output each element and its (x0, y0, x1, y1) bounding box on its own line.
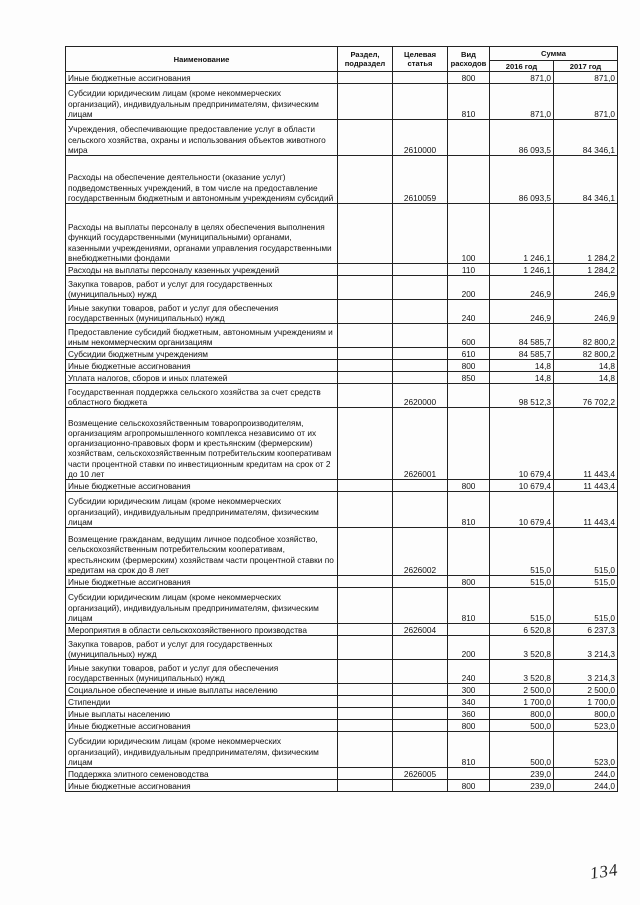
row-target (393, 576, 448, 588)
row-section (338, 300, 393, 324)
row-sum-2017: 515,0 (554, 528, 618, 576)
row-target (393, 708, 448, 720)
row-target (393, 264, 448, 276)
row-sum-2017: 246,9 (554, 300, 618, 324)
row-section (338, 156, 393, 204)
row-name: Государственная поддержка сельского хозяйства за счет средств областного бюджета (66, 384, 338, 408)
row-name: Субсидии юридическим лицам (кроме некоммерческих организаций), индивидуальным предпринимателям, физическим лицам (66, 84, 338, 120)
row-type (448, 384, 490, 408)
row-section (338, 360, 393, 372)
row-sum-2016: 515,0 (490, 528, 554, 576)
row-sum-2016: 84 585,7 (490, 348, 554, 360)
row-type: 200 (448, 636, 490, 660)
row-sum-2017: 523,0 (554, 732, 618, 768)
row-name: Предоставление субсидий бюджетным, автономным учреждениям и иным некоммерческим организациям (66, 324, 338, 348)
table-row (66, 588, 618, 624)
row-sum-2016: 98 512,3 (490, 384, 554, 408)
row-target: 2610059 (393, 156, 448, 204)
table-row (66, 708, 618, 720)
table-row (66, 684, 618, 696)
row-section (338, 708, 393, 720)
row-name: Социальное обеспечение и иные выплаты населению (66, 684, 338, 696)
row-section (338, 480, 393, 492)
row-sum-2017: 515,0 (554, 588, 618, 624)
row-section (338, 372, 393, 384)
table-header-row (66, 47, 618, 61)
row-sum-2017: 800,0 (554, 708, 618, 720)
row-sum-2017: 246,9 (554, 276, 618, 300)
row-target (393, 480, 448, 492)
row-target (393, 492, 448, 528)
header-sum: Сумма (490, 47, 618, 61)
table-row (66, 324, 618, 348)
row-type: 800 (448, 780, 490, 792)
row-target (393, 72, 448, 84)
row-name: Иные бюджетные ассигнования (66, 360, 338, 372)
header-name: Наименование (66, 47, 338, 72)
row-sum-2016: 246,9 (490, 300, 554, 324)
table-row (66, 528, 618, 576)
row-sum-2016: 10 679,4 (490, 492, 554, 528)
row-section (338, 324, 393, 348)
row-target (393, 684, 448, 696)
table-row (66, 732, 618, 768)
table-row (66, 696, 618, 708)
row-sum-2017: 11 443,4 (554, 492, 618, 528)
row-name: Иные бюджетные ассигнования (66, 480, 338, 492)
row-name: Субсидии юридическим лицам (кроме некоммерческих организаций), индивидуальным предпринимателям, физическим лицам (66, 588, 338, 624)
row-target (393, 720, 448, 732)
row-target (393, 276, 448, 300)
row-sum-2017: 1 284,2 (554, 204, 618, 264)
row-section (338, 684, 393, 696)
table-row (66, 372, 618, 384)
row-section (338, 780, 393, 792)
row-target: 2626002 (393, 528, 448, 576)
row-sum-2017: 2 500,0 (554, 684, 618, 696)
table-row (66, 84, 618, 120)
row-section (338, 408, 393, 480)
row-type: 360 (448, 708, 490, 720)
row-target: 2626001 (393, 408, 448, 480)
row-sum-2017: 244,0 (554, 768, 618, 780)
row-target (393, 696, 448, 708)
header-2016: 2016 год (490, 61, 554, 72)
row-name: Иные бюджетные ассигнования (66, 72, 338, 84)
row-type (448, 624, 490, 636)
row-sum-2017: 523,0 (554, 720, 618, 732)
table-row (66, 624, 618, 636)
row-type (448, 768, 490, 780)
row-section (338, 636, 393, 660)
row-type (448, 120, 490, 156)
row-type (448, 156, 490, 204)
row-name: Иные бюджетные ассигнования (66, 576, 338, 588)
row-target: 2620000 (393, 384, 448, 408)
row-sum-2016: 515,0 (490, 588, 554, 624)
row-type: 800 (448, 480, 490, 492)
row-target (393, 360, 448, 372)
row-sum-2016: 86 093,5 (490, 120, 554, 156)
budget-table (65, 46, 618, 792)
table-row (66, 120, 618, 156)
row-name: Уплата налогов, сборов и иных платежей (66, 372, 338, 384)
row-type: 300 (448, 684, 490, 696)
row-type: 340 (448, 696, 490, 708)
row-name: Иные выплаты населению (66, 708, 338, 720)
row-sum-2017: 3 214,3 (554, 636, 618, 660)
row-sum-2017: 515,0 (554, 576, 618, 588)
row-section (338, 72, 393, 84)
row-sum-2016: 3 520,8 (490, 660, 554, 684)
row-name: Иные закупки товаров, работ и услуг для обеспечения государственных (муниципальных) нужд (66, 660, 338, 684)
row-type: 240 (448, 300, 490, 324)
table-row (66, 348, 618, 360)
row-section (338, 276, 393, 300)
row-sum-2017: 82 800,2 (554, 324, 618, 348)
row-sum-2017: 82 800,2 (554, 348, 618, 360)
row-sum-2017: 14,8 (554, 372, 618, 384)
table-row (66, 660, 618, 684)
row-sum-2017: 76 702,2 (554, 384, 618, 408)
row-name: Субсидии юридическим лицам (кроме некоммерческих организаций), индивидуальным предпринимателям, физическим лицам (66, 492, 338, 528)
row-sum-2016: 6 520,8 (490, 624, 554, 636)
row-sum-2017: 1 284,2 (554, 264, 618, 276)
row-section (338, 588, 393, 624)
row-target (393, 780, 448, 792)
header-section: Раздел, подраздел (338, 47, 393, 72)
row-type: 850 (448, 372, 490, 384)
row-target (393, 300, 448, 324)
header-target: Целевая статья (393, 47, 448, 72)
row-section (338, 720, 393, 732)
row-sum-2016: 2 500,0 (490, 684, 554, 696)
row-type: 810 (448, 492, 490, 528)
row-name: Расходы на выплаты персоналу казенных учреждений (66, 264, 338, 276)
row-sum-2017: 14,8 (554, 360, 618, 372)
row-sum-2016: 10 679,4 (490, 480, 554, 492)
row-sum-2017: 84 346,1 (554, 120, 618, 156)
row-target (393, 732, 448, 768)
row-sum-2017: 84 346,1 (554, 156, 618, 204)
table-row (66, 384, 618, 408)
row-name: Закупка товаров, работ и услуг для государственных (муниципальных) нужд (66, 276, 338, 300)
row-target (393, 84, 448, 120)
header-2017: 2017 год (554, 61, 618, 72)
row-section (338, 204, 393, 264)
row-name: Возмещение сельскохозяйственным товаропроизводителям, организациям агропромышленного комплекса независимо от их организационно-правовых форм и крестьянским (фермерским) хозяйствам, сельскохозяйственным потребительским кооперативам части процентной ставки по инвестиционным кредитам на срок от 2 до 10 лет (66, 408, 338, 480)
row-type: 800 (448, 360, 490, 372)
row-sum-2016: 239,0 (490, 780, 554, 792)
table-body (66, 72, 618, 792)
row-sum-2017: 871,0 (554, 72, 618, 84)
row-section (338, 348, 393, 360)
row-name: Стипендии (66, 696, 338, 708)
table-row (66, 276, 618, 300)
row-name: Иные бюджетные ассигнования (66, 720, 338, 732)
row-section (338, 624, 393, 636)
row-name: Субсидии юридическим лицам (кроме некоммерческих организаций), индивидуальным предпринимателям, физическим лицам (66, 732, 338, 768)
row-sum-2016: 3 520,8 (490, 636, 554, 660)
table-row (66, 72, 618, 84)
row-section (338, 576, 393, 588)
row-type: 800 (448, 576, 490, 588)
row-section (338, 528, 393, 576)
row-sum-2016: 500,0 (490, 720, 554, 732)
row-type: 100 (448, 204, 490, 264)
row-sum-2017: 11 443,4 (554, 480, 618, 492)
row-sum-2016: 84 585,7 (490, 324, 554, 348)
row-sum-2016: 246,9 (490, 276, 554, 300)
row-type (448, 528, 490, 576)
row-sum-2016: 871,0 (490, 84, 554, 120)
row-section (338, 732, 393, 768)
row-name: Иные закупки товаров, работ и услуг для обеспечения государственных (муниципальных) нужд (66, 300, 338, 324)
row-name: Учреждения, обеспечивающие предоставление услуг в области сельского хозяйства, охраны и использования объектов животного мира (66, 120, 338, 156)
row-sum-2016: 14,8 (490, 372, 554, 384)
row-target (393, 348, 448, 360)
row-type: 800 (448, 720, 490, 732)
row-type: 800 (448, 72, 490, 84)
row-section (338, 660, 393, 684)
table-row (66, 780, 618, 792)
row-type: 600 (448, 324, 490, 348)
row-sum-2016: 14,8 (490, 360, 554, 372)
row-type: 610 (448, 348, 490, 360)
table-row (66, 408, 618, 480)
row-name: Расходы на выплаты персоналу в целях обеспечения выполнения функций государственными (муниципальными) органами, казенными учреждениями, органами управления государственными внебюджетными фондами (66, 204, 338, 264)
row-name: Мероприятия в области сельскохозяйственного производства (66, 624, 338, 636)
row-type: 810 (448, 588, 490, 624)
row-sum-2016: 86 093,5 (490, 156, 554, 204)
row-name: Субсидии бюджетным учреждениям (66, 348, 338, 360)
row-name: Поддержка элитного семеноводства (66, 768, 338, 780)
row-sum-2016: 515,0 (490, 576, 554, 588)
table-row (66, 264, 618, 276)
row-sum-2016: 500,0 (490, 732, 554, 768)
row-type: 110 (448, 264, 490, 276)
row-section (338, 768, 393, 780)
row-type (448, 408, 490, 480)
row-section (338, 492, 393, 528)
row-target (393, 660, 448, 684)
table-row (66, 720, 618, 732)
row-name: Закупка товаров, работ и услуг для государственных (муниципальных) нужд (66, 636, 338, 660)
page-number: 134 (588, 860, 620, 883)
row-target: 2626004 (393, 624, 448, 636)
row-sum-2017: 3 214,3 (554, 660, 618, 684)
row-sum-2016: 1 700,0 (490, 696, 554, 708)
row-sum-2017: 1 700,0 (554, 696, 618, 708)
table-row (66, 480, 618, 492)
row-type: 810 (448, 84, 490, 120)
row-name: Возмещение гражданам, ведущим личное подсобное хозяйство, сельскохозяйственным потребительским кооперативам, крестьянским (фермерским) хозяйствам части процентной ставки по кредитам на срок до 8 лет (66, 528, 338, 576)
row-section (338, 384, 393, 408)
row-sum-2016: 1 246,1 (490, 204, 554, 264)
table-row (66, 300, 618, 324)
header-type: Вид расходов (448, 47, 490, 72)
table-row (66, 204, 618, 264)
row-type: 240 (448, 660, 490, 684)
row-sum-2016: 800,0 (490, 708, 554, 720)
row-type: 200 (448, 276, 490, 300)
table-row (66, 360, 618, 372)
table-row (66, 156, 618, 204)
row-name: Иные бюджетные ассигнования (66, 780, 338, 792)
row-target: 2626005 (393, 768, 448, 780)
row-sum-2016: 10 679,4 (490, 408, 554, 480)
row-target (393, 372, 448, 384)
row-section (338, 696, 393, 708)
row-section (338, 264, 393, 276)
row-target (393, 324, 448, 348)
row-type: 810 (448, 732, 490, 768)
row-name: Расходы на обеспечение деятельности (оказание услуг) подведомственных учреждений, в том числе на предоставление государственным бюджетным и автономным учреждениям субсидий (66, 156, 338, 204)
table-row (66, 576, 618, 588)
row-target (393, 588, 448, 624)
table-row (66, 768, 618, 780)
row-sum-2017: 871,0 (554, 84, 618, 120)
row-target (393, 636, 448, 660)
row-sum-2017: 6 237,3 (554, 624, 618, 636)
row-sum-2016: 871,0 (490, 72, 554, 84)
row-section (338, 84, 393, 120)
row-target (393, 204, 448, 264)
row-sum-2016: 1 246,1 (490, 264, 554, 276)
row-sum-2017: 11 443,4 (554, 408, 618, 480)
row-target: 2610000 (393, 120, 448, 156)
row-sum-2016: 239,0 (490, 768, 554, 780)
row-section (338, 120, 393, 156)
table-row (66, 492, 618, 528)
row-sum-2017: 244,0 (554, 780, 618, 792)
table-row (66, 636, 618, 660)
